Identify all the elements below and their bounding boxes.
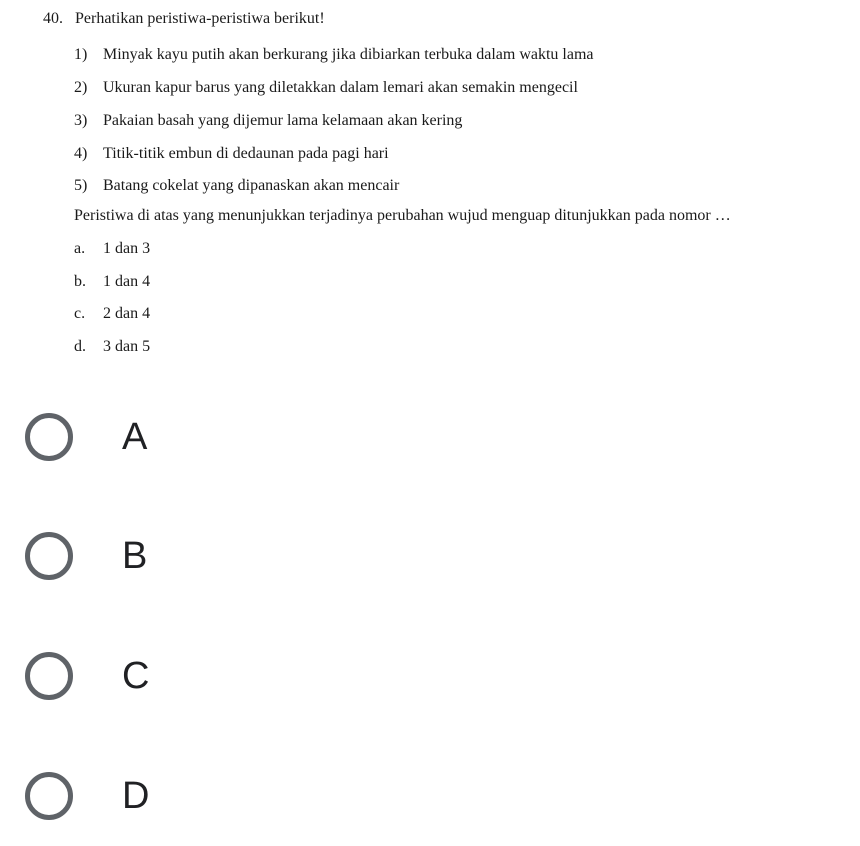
choice-text: 3 dan 5	[103, 338, 151, 355]
radio-button-a[interactable]	[25, 413, 73, 461]
option-label-c: C	[122, 655, 150, 697]
choice-item	[74, 305, 150, 323]
question-prompt: Peristiwa di atas yang menunjukkan terjadinya perubahan wujud menguap ditunjukkan pada nomor …	[74, 207, 731, 224]
statement-text: Batang cokelat yang dipanaskan akan mencair	[103, 177, 400, 194]
statement-number: 3)	[74, 112, 88, 129]
radio-button-c[interactable]	[25, 652, 73, 700]
choice-item	[74, 273, 150, 291]
option-label-b: B	[122, 535, 148, 577]
statement-number: 2)	[74, 79, 88, 96]
statement-item	[74, 177, 399, 195]
answer-option-c[interactable]	[22, 642, 422, 722]
choice-letter: d.	[74, 338, 86, 355]
choice-letter: b.	[74, 273, 86, 290]
question-number: 40.	[43, 10, 63, 27]
statement-text: Ukuran kapur barus yang diletakkan dalam lemari akan semakin mengecil	[103, 79, 578, 96]
statement-number: 1)	[74, 46, 88, 63]
option-label-a: A	[122, 416, 148, 458]
choice-text: 1 dan 4	[103, 273, 151, 290]
answer-option-d[interactable]	[22, 762, 422, 842]
question-image	[0, 0, 860, 370]
question-header-text: Perhatikan peristiwa-peristiwa berikut!	[75, 10, 325, 27]
statement-number: 4)	[74, 145, 88, 162]
choice-letter: c.	[74, 305, 86, 322]
statement-text: Titik-titik embun di dedaunan pada pagi hari	[103, 145, 389, 162]
radio-button-d[interactable]	[25, 772, 73, 820]
radio-button-b[interactable]	[25, 532, 73, 580]
choice-text: 1 dan 3	[103, 240, 151, 257]
statement-item	[74, 112, 462, 130]
option-label-d: D	[122, 775, 150, 817]
choice-item	[74, 240, 150, 258]
statement-item	[74, 79, 578, 97]
question-header	[43, 10, 325, 28]
statement-text: Pakaian basah yang dijemur lama kelamaan akan kering	[103, 112, 463, 129]
statement-item	[74, 145, 389, 163]
statement-number: 5)	[74, 177, 88, 194]
statement-text: Minyak kayu putih akan berkurang jika dibiarkan terbuka dalam waktu lama	[103, 46, 594, 63]
choice-text: 2 dan 4	[103, 305, 151, 322]
choice-item	[74, 338, 150, 356]
answer-option-a[interactable]	[22, 403, 422, 483]
statement-item	[74, 46, 594, 64]
choice-letter: a.	[74, 240, 86, 257]
answer-option-b[interactable]	[22, 522, 422, 602]
